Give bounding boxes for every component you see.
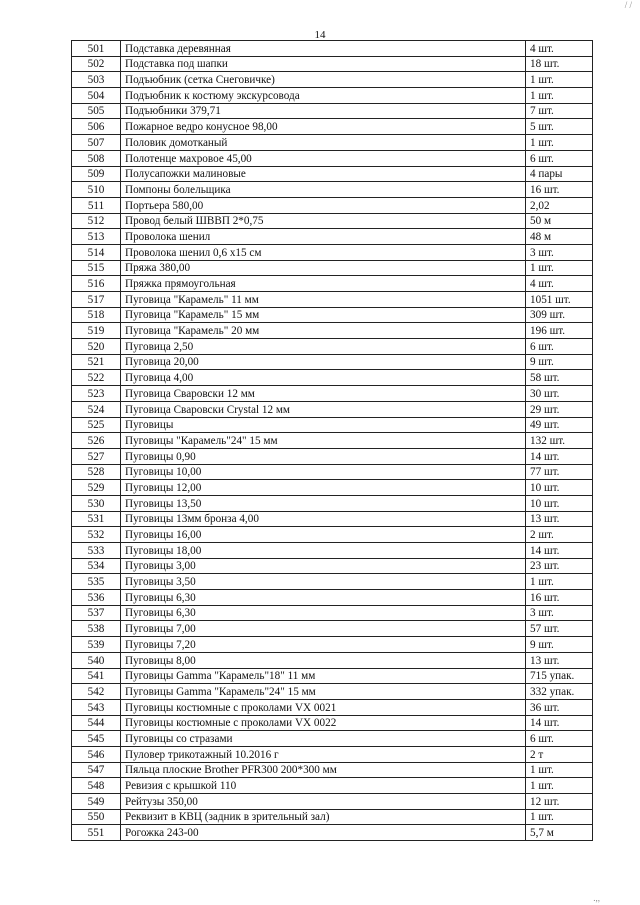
item-name: Пуговица 2,50 [121,339,526,355]
item-quantity: 13 шт. [526,652,593,668]
table-row [72,825,593,841]
table-row [72,307,593,323]
item-name: Рогожка 243-00 [121,825,526,841]
row-number: 544 [72,715,121,731]
item-quantity: 1 шт. [526,809,593,825]
item-name: Реквизит в КВЦ (задник в зрительный зал) [121,809,526,825]
item-name: Половик домотканый [121,135,526,151]
table-row [72,684,593,700]
item-quantity: 30 шт. [526,386,593,402]
item-quantity: 18 шт. [526,56,593,72]
row-number: 548 [72,778,121,794]
item-quantity: 13 шт. [526,511,593,527]
item-name: Пуговицы 8,00 [121,652,526,668]
row-number: 543 [72,699,121,715]
table-row [72,558,593,574]
item-name: Пуговицы 16,00 [121,527,526,543]
row-number: 502 [72,56,121,72]
item-name: Пуговица "Карамель" 15 мм [121,307,526,323]
item-quantity: 16 шт. [526,590,593,606]
item-name: Пуговицы 12,00 [121,480,526,496]
item-quantity: 14 шт. [526,448,593,464]
item-quantity: 1 шт. [526,72,593,88]
table-row [72,574,593,590]
inventory-table-body [72,41,593,841]
item-quantity: 332 упак. [526,684,593,700]
row-number: 521 [72,354,121,370]
item-name: Подставка деревянная [121,41,526,57]
table-row [72,668,593,684]
row-number: 522 [72,370,121,386]
table-row [72,386,593,402]
inventory-table [71,40,593,841]
item-quantity: 6 шт. [526,731,593,747]
row-number: 539 [72,637,121,653]
item-name: Подъюбник к костюму экскурсовода [121,88,526,104]
table-row [72,323,593,339]
item-name: Пуговицы костюмные с проколами VX 0022 [121,715,526,731]
item-name: Пуговица Сваровски 12 мм [121,386,526,402]
item-quantity: 50 м [526,213,593,229]
row-number: 520 [72,339,121,355]
table-row [72,292,593,308]
row-number: 542 [72,684,121,700]
row-number: 545 [72,731,121,747]
item-quantity: 10 шт. [526,480,593,496]
row-number: 503 [72,72,121,88]
item-name: Пряжка прямоугольная [121,276,526,292]
item-quantity: 2 шт. [526,527,593,543]
item-quantity: 196 шт. [526,323,593,339]
item-quantity: 1 шт. [526,574,593,590]
item-name: Полусапожки малиновые [121,166,526,182]
item-quantity: 1 шт. [526,778,593,794]
table-row [72,480,593,496]
table-row [72,370,593,386]
item-quantity: 1051 шт. [526,292,593,308]
row-number: 506 [72,119,121,135]
table-row [72,276,593,292]
table-row [72,41,593,57]
page-number: 14 [314,29,326,41]
item-quantity: 715 упак. [526,668,593,684]
table-row [72,731,593,747]
row-number: 546 [72,746,121,762]
item-name: Пуговицы 3,00 [121,558,526,574]
item-quantity: 14 шт. [526,543,593,559]
table-row [72,433,593,449]
item-quantity: 9 шт. [526,354,593,370]
table-row [72,260,593,276]
table-row [72,417,593,433]
item-name: Проволока шенил 0,6 х15 см [121,244,526,260]
item-name: Пуговица "Карамель" 11 мм [121,292,526,308]
table-row [72,794,593,810]
item-quantity: 9 шт. [526,637,593,653]
row-number: 533 [72,543,121,559]
item-name: Пожарное ведро конусное 98,00 [121,119,526,135]
item-name: Пуговицы 10,00 [121,464,526,480]
item-name: Пуговицы 6,30 [121,605,526,621]
table-row [72,590,593,606]
row-number: 534 [72,558,121,574]
item-name: Пуговицы 7,20 [121,637,526,653]
item-name: Пуговицы 13,50 [121,495,526,511]
table-row [72,56,593,72]
item-quantity: 4 пары [526,166,593,182]
item-name: Подставка под шапки [121,56,526,72]
item-quantity: 2 т [526,746,593,762]
table-row [72,244,593,260]
row-number: 547 [72,762,121,778]
table-row [72,88,593,104]
item-quantity: 77 шт. [526,464,593,480]
item-quantity: 4 шт. [526,41,593,57]
item-name: Ревизия с крышкой 110 [121,778,526,794]
item-quantity: 1 шт. [526,260,593,276]
item-name: Пуговицы 13мм бронза 4,00 [121,511,526,527]
table-row [72,605,593,621]
row-number: 529 [72,480,121,496]
table-row [72,715,593,731]
table-row [72,652,593,668]
row-number: 528 [72,464,121,480]
row-number: 511 [72,197,121,213]
item-name: Пуговица 20,00 [121,354,526,370]
row-number: 501 [72,41,121,57]
row-number: 509 [72,166,121,182]
item-quantity: 1 шт. [526,762,593,778]
row-number: 531 [72,511,121,527]
item-name: Портьера 580,00 [121,197,526,213]
row-number: 510 [72,182,121,198]
table-row [72,621,593,637]
table-row [72,448,593,464]
item-quantity: 132 шт. [526,433,593,449]
item-quantity: 3 шт. [526,605,593,621]
row-number: 527 [72,448,121,464]
item-name: Пуловер трикотажный 10.2016 г [121,746,526,762]
item-quantity: 3 шт. [526,244,593,260]
table-row [72,495,593,511]
item-name: Провод белый ШВВП 2*0,75 [121,213,526,229]
row-number: 536 [72,590,121,606]
table-row [72,699,593,715]
scan-edge-mark: / / [624,0,632,10]
row-number: 523 [72,386,121,402]
row-number: 512 [72,213,121,229]
item-quantity: 29 шт. [526,401,593,417]
row-number: 504 [72,88,121,104]
item-name: Пуговицы Gamma "Карамель"18" 11 мм [121,668,526,684]
table-row [72,197,593,213]
row-number: 517 [72,292,121,308]
item-name: Пуговицы со стразами [121,731,526,747]
item-name: Пуговицы Gamma "Карамель"24" 15 мм [121,684,526,700]
table-row [72,135,593,151]
table-row [72,762,593,778]
table-row [72,511,593,527]
table-row [72,166,593,182]
item-name: Полотенце махровое 45,00 [121,150,526,166]
table-row [72,809,593,825]
row-number: 541 [72,668,121,684]
row-number: 508 [72,150,121,166]
item-quantity: 4 шт. [526,276,593,292]
table-row [72,354,593,370]
item-name: Пуговица Сваровски Crystal 12 мм [121,401,526,417]
item-name: Подъюбники 379,71 [121,103,526,119]
table-row [72,339,593,355]
item-quantity: 1 шт. [526,88,593,104]
row-number: 538 [72,621,121,637]
item-quantity: 57 шт. [526,621,593,637]
table-row [72,527,593,543]
item-quantity: 49 шт. [526,417,593,433]
item-name: Пуговица 4,00 [121,370,526,386]
item-name: Подъюбник (сетка Снеговичке) [121,72,526,88]
item-name: Пуговицы 0,90 [121,448,526,464]
scan-edge-mark-bottom: .,, [593,893,600,903]
item-name: Проволока шенил [121,229,526,245]
row-number: 532 [72,527,121,543]
item-quantity: 6 шт. [526,339,593,355]
row-number: 516 [72,276,121,292]
row-number: 540 [72,652,121,668]
row-number: 518 [72,307,121,323]
item-name: Пряжа 380,00 [121,260,526,276]
row-number: 515 [72,260,121,276]
row-number: 530 [72,495,121,511]
table-row [72,119,593,135]
item-quantity: 48 м [526,229,593,245]
table-row [72,213,593,229]
row-number: 551 [72,825,121,841]
item-quantity: 12 шт. [526,794,593,810]
row-number: 505 [72,103,121,119]
item-quantity: 1 шт. [526,135,593,151]
item-quantity: 16 шт. [526,182,593,198]
item-name: Пуговицы 6,30 [121,590,526,606]
item-name: Пуговицы "Карамель"24" 15 мм [121,433,526,449]
table-row [72,401,593,417]
item-quantity: 14 шт. [526,715,593,731]
item-quantity: 5,7 м [526,825,593,841]
table-row [72,229,593,245]
item-name: Пуговицы [121,417,526,433]
row-number: 519 [72,323,121,339]
row-number: 514 [72,244,121,260]
item-quantity: 36 шт. [526,699,593,715]
item-quantity: 7 шт. [526,103,593,119]
table-row [72,72,593,88]
item-quantity: 10 шт. [526,495,593,511]
item-name: Пуговицы 18,00 [121,543,526,559]
item-quantity: 2,02 [526,197,593,213]
row-number: 524 [72,401,121,417]
item-quantity: 23 шт. [526,558,593,574]
table-row [72,778,593,794]
table-row [72,182,593,198]
table-row [72,150,593,166]
row-number: 535 [72,574,121,590]
item-quantity: 5 шт. [526,119,593,135]
item-name: Пуговицы костюмные с проколами VX 0021 [121,699,526,715]
item-quantity: 309 шт. [526,307,593,323]
table-row [72,637,593,653]
item-name: Пуговица "Карамель" 20 мм [121,323,526,339]
row-number: 537 [72,605,121,621]
item-quantity: 6 шт. [526,150,593,166]
row-number: 525 [72,417,121,433]
row-number: 507 [72,135,121,151]
item-name: Рейтузы 350,00 [121,794,526,810]
item-name: Пуговицы 7,00 [121,621,526,637]
table-row [72,746,593,762]
item-name: Пяльца плоские Brother PFR300 200*300 мм [121,762,526,778]
item-quantity: 58 шт. [526,370,593,386]
row-number: 550 [72,809,121,825]
table-row [72,103,593,119]
row-number: 549 [72,794,121,810]
item-name: Пуговицы 3,50 [121,574,526,590]
table-row [72,464,593,480]
item-name: Помпоны болельщика [121,182,526,198]
row-number: 526 [72,433,121,449]
table-row [72,543,593,559]
row-number: 513 [72,229,121,245]
